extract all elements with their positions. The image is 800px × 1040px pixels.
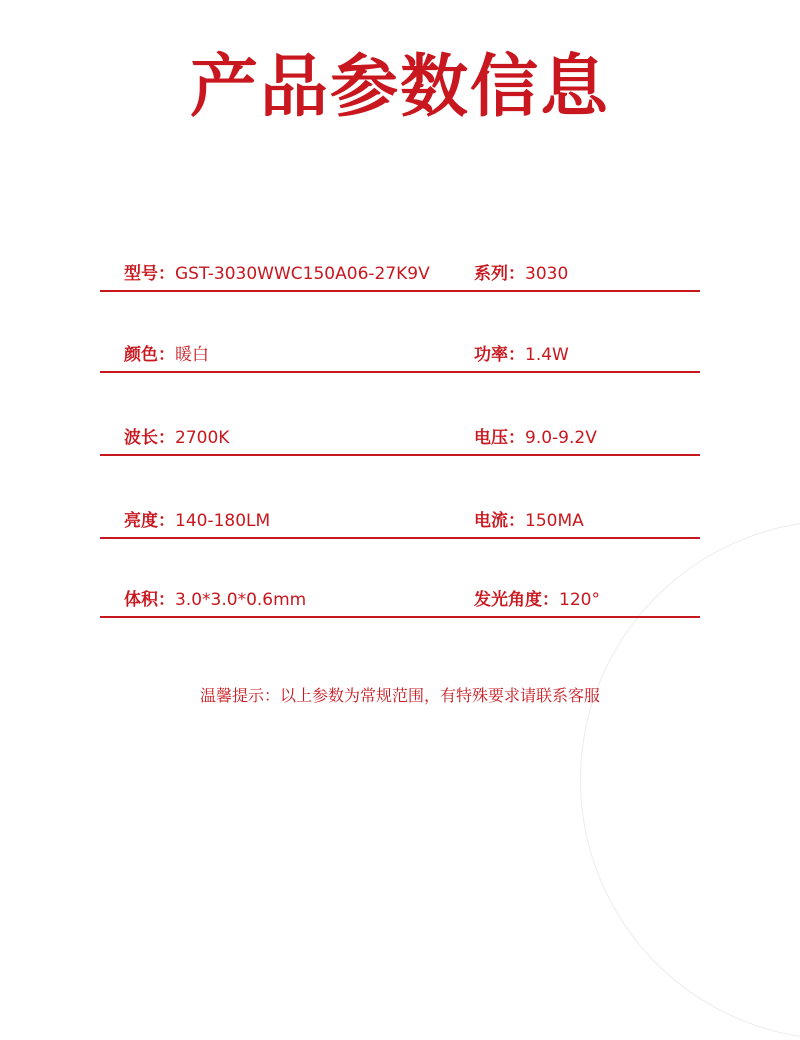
spec-label: 亮度： bbox=[124, 511, 175, 531]
reminder-note: 温馨提示：以上参数为常规范围，有特殊要求请联系客服 bbox=[199, 686, 600, 705]
spec-value: 3.0*3.0*0.6mm bbox=[175, 590, 307, 610]
spec-value: 150MA bbox=[525, 511, 584, 531]
spec-value: 9.0-9.2V bbox=[525, 428, 597, 448]
spec-row-color bbox=[100, 343, 700, 373]
spec-value: 暖白 bbox=[175, 345, 209, 365]
spec-label: 体积： bbox=[124, 590, 175, 610]
spec-label: 发光角度： bbox=[474, 590, 559, 610]
spec-voltage bbox=[474, 426, 597, 450]
spec-row-brightness bbox=[100, 509, 700, 539]
spec-model bbox=[124, 262, 430, 286]
spec-label: 系列： bbox=[474, 264, 525, 284]
spec-beam-angle bbox=[474, 588, 600, 612]
spec-current bbox=[474, 509, 584, 533]
spec-value: 140-180LM bbox=[175, 511, 271, 531]
spec-size bbox=[124, 588, 306, 612]
row-divider bbox=[100, 454, 700, 456]
spec-label: 型号： bbox=[124, 264, 175, 284]
spec-brightness bbox=[124, 509, 270, 533]
spec-value: 2700K bbox=[175, 428, 230, 448]
spec-value: GST-3030WWC150A06-27K9V bbox=[175, 264, 430, 284]
spec-row-size bbox=[100, 588, 700, 618]
spec-value: 3030 bbox=[525, 264, 569, 284]
spec-wavelength bbox=[124, 426, 229, 450]
page-title: 产品参数信息 bbox=[189, 48, 610, 127]
spec-label: 功率： bbox=[474, 345, 525, 365]
spec-label: 电压： bbox=[474, 428, 525, 448]
row-divider bbox=[100, 290, 700, 292]
spec-label: 电流： bbox=[474, 511, 525, 531]
row-divider bbox=[100, 616, 700, 618]
spec-color bbox=[124, 343, 209, 367]
spec-value: 1.4W bbox=[525, 345, 569, 365]
spec-label: 颜色： bbox=[124, 345, 175, 365]
spec-series bbox=[474, 262, 568, 286]
spec-power bbox=[474, 343, 569, 367]
spec-row-model bbox=[100, 262, 700, 292]
spec-label: 波长： bbox=[124, 428, 175, 448]
spec-value: 120° bbox=[559, 590, 600, 610]
row-divider bbox=[100, 537, 700, 539]
spec-row-wavelength bbox=[100, 426, 700, 456]
row-divider bbox=[100, 371, 700, 373]
